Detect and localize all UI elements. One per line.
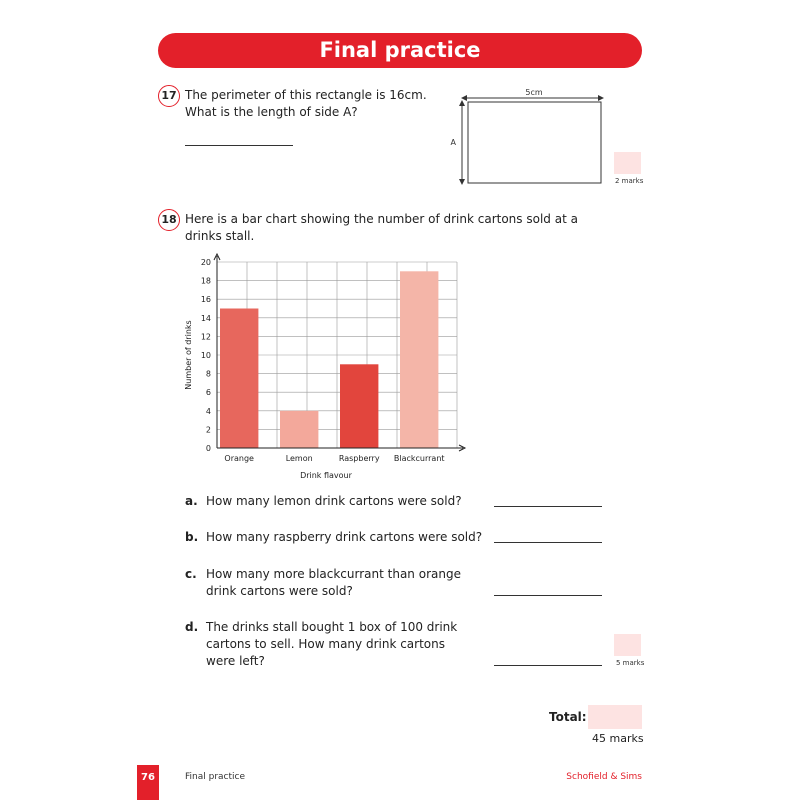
chart-x-axis-label: Drink flavour [300,471,352,480]
q18d-letter: d. [185,620,199,634]
chart-y-ticks [201,258,211,453]
bar-raspberry [340,364,378,448]
q18a-letter: a. [185,494,198,508]
y-tick-label: 6 [205,388,211,398]
bar-orange [220,309,258,449]
footer-publisher: Schofield & Sims [566,772,642,782]
rect-side-label: A [450,138,456,147]
q18-marks-label: 5 marks [616,659,645,667]
total-marks-box[interactable] [588,705,642,729]
x-tick-label: Lemon [285,454,313,463]
q18-marks-box[interactable] [614,634,641,656]
footer-section: Final practice [185,772,245,782]
y-tick-label: 2 [205,425,211,435]
q17-text-line2: What is the length of side A? [185,105,358,119]
chart-x-ticks [224,454,444,463]
y-tick-label: 14 [200,313,211,323]
q17-marks-label: 2 marks [615,177,644,185]
bar-chart [175,250,475,482]
q18b-letter: b. [185,530,199,544]
y-tick-label: 4 [205,406,211,416]
q17-answer-line[interactable] [185,145,293,146]
q18b-text-line1: How many raspberry drink cartons were sold? [206,530,483,544]
q18c-text-line1: How many more blackcurrant than orange [206,567,461,581]
y-tick-label: 0 [205,444,211,453]
y-tick-label: 10 [200,351,211,360]
rect-top-label: 5cm [525,88,543,97]
q18d-text-line1: The drinks stall bought 1 box of 100 drink [206,620,458,634]
y-tick-label: 20 [200,258,211,267]
rectangle-diagram [440,84,620,194]
total-label: Total: [549,710,587,724]
rectangle-shape [468,102,601,183]
page-title-banner [158,33,642,68]
q18b-answer-line[interactable] [494,542,602,543]
q18c-text-line2: drink cartons were sold? [206,584,353,598]
q18d-text-line3: were left? [206,654,265,668]
page-number: 76 [137,765,159,800]
q18c-answer-line[interactable] [494,595,602,596]
q18a-text-line1: How many lemon drink cartons were sold? [206,494,462,508]
question-number-18: 18 [158,209,180,231]
y-tick-label: 12 [200,332,211,342]
y-tick-label: 8 [205,369,211,379]
q18-text-line2: drinks stall. [185,229,255,243]
y-tick-label: 18 [200,276,211,286]
q18d-text-line2: cartons to sell. How many drink cartons [206,637,445,651]
q17-marks-box[interactable] [614,152,641,174]
x-tick-label: Orange [224,454,254,463]
y-tick-label: 16 [200,295,211,305]
page-title: Final practice [319,38,481,62]
x-tick-label: Blackcurrant [393,454,445,463]
chart-y-axis-label: Number of drinks [184,320,193,390]
bar-lemon [280,411,318,448]
q18d-answer-line[interactable] [494,665,602,666]
q18a-answer-line[interactable] [494,506,602,507]
chart-bars [220,271,438,448]
x-tick-label: Raspberry [338,454,380,463]
q17-text-line1: The perimeter of this rectangle is 16cm. [185,88,427,102]
q18c-letter: c. [185,567,197,581]
question-number-17: 17 [158,85,180,107]
q18-text-line1: Here is a bar chart showing the number of drink cartons sold at a [185,212,578,226]
total-marks-text: 45 marks [592,732,644,745]
bar-blackcurrant [400,271,438,448]
